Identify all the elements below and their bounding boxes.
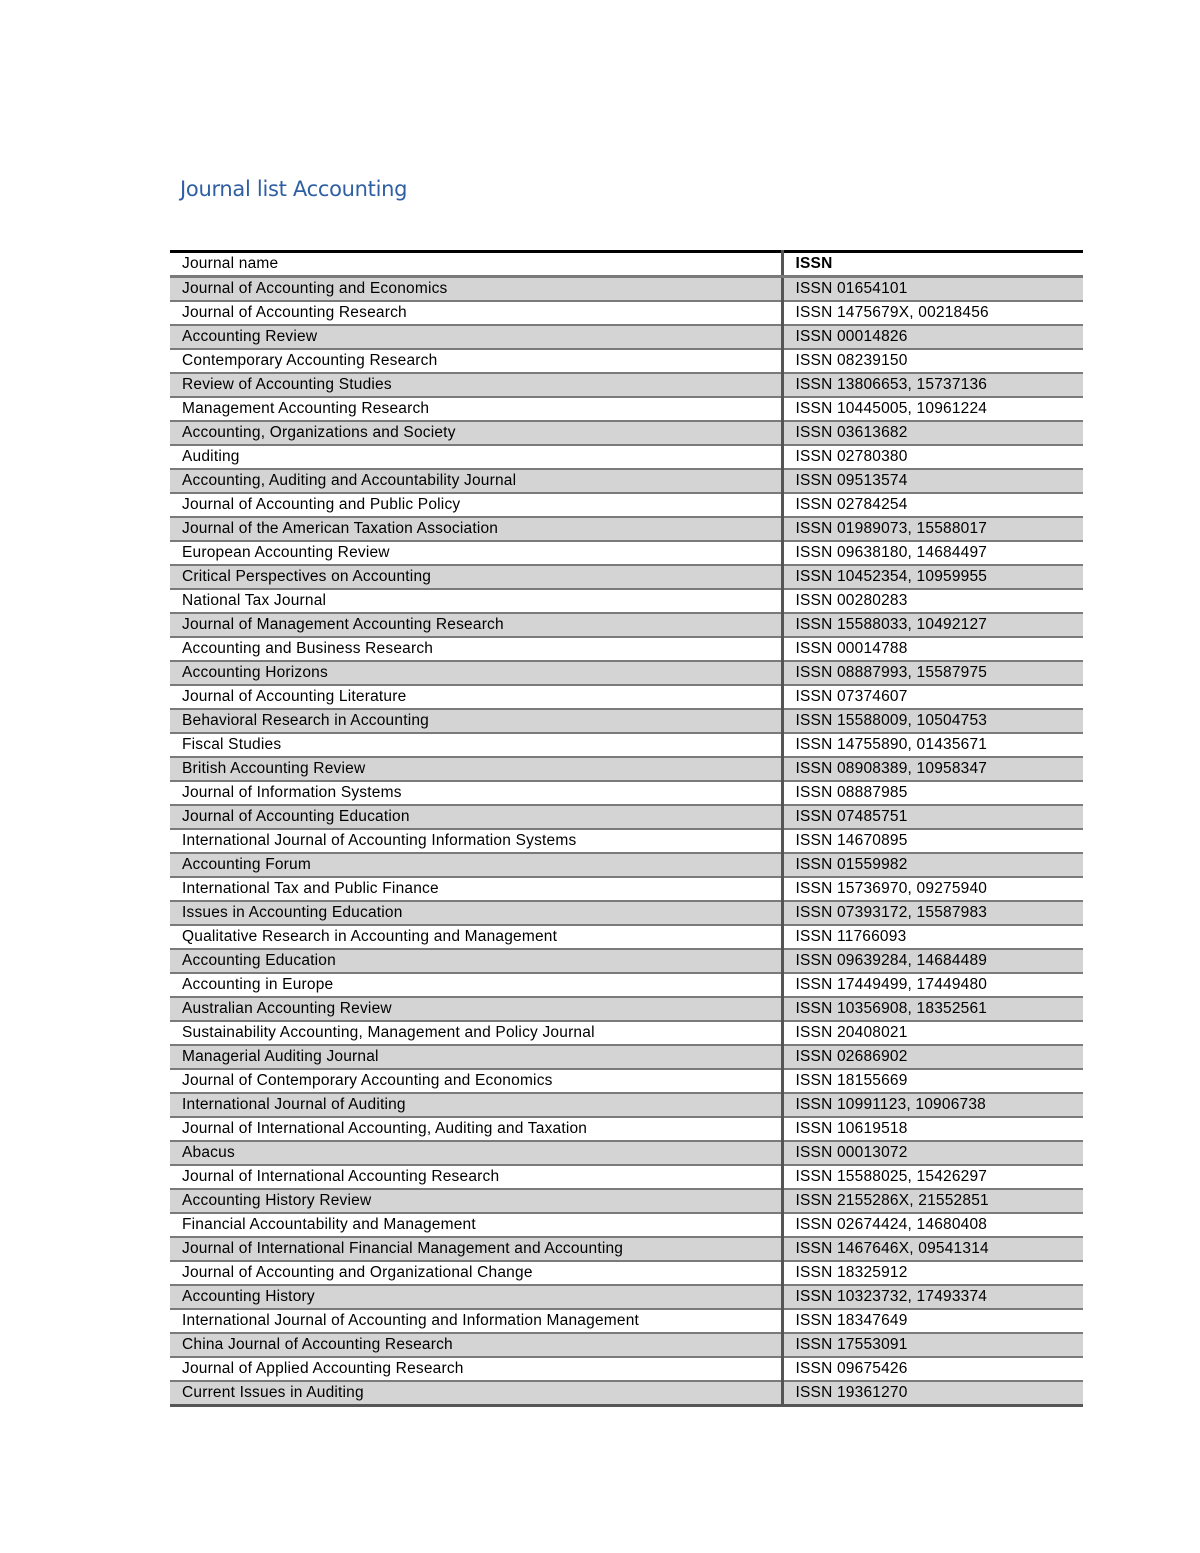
issn-cell: ISSN 03613682 [782, 421, 1083, 445]
table-row [170, 1357, 1083, 1381]
issn-cell: ISSN 1467646X, 09541314 [782, 1237, 1083, 1261]
issn-cell: ISSN 15736970, 09275940 [782, 877, 1083, 901]
journal-name-cell: International Tax and Public Finance [170, 877, 782, 901]
issn-cell: ISSN 00014788 [782, 637, 1083, 661]
issn-cell: ISSN 08887993, 15587975 [782, 661, 1083, 685]
table-row [170, 349, 1083, 373]
issn-cell: ISSN 02686902 [782, 1045, 1083, 1069]
table-row [170, 1285, 1083, 1309]
issn-cell: ISSN 01559982 [782, 853, 1083, 877]
table-row [170, 949, 1083, 973]
table-row [170, 709, 1083, 733]
journal-name-cell: Journal of Accounting Research [170, 301, 782, 325]
journal-name-cell: Issues in Accounting Education [170, 901, 782, 925]
table-row [170, 757, 1083, 781]
journal-name-cell: Journal of International Accounting, Auditing and Taxation [170, 1117, 782, 1141]
journal-name-cell: Journal of Accounting and Public Policy [170, 493, 782, 517]
journal-name-cell: Journal of Accounting Education [170, 805, 782, 829]
table-row [170, 613, 1083, 637]
table-row [170, 589, 1083, 613]
table-row [170, 829, 1083, 853]
issn-cell: ISSN 08239150 [782, 349, 1083, 373]
table-header [170, 252, 1083, 277]
table-row [170, 1237, 1083, 1261]
page-title: Journal list Accounting [180, 177, 408, 201]
issn-cell: ISSN 1475679X, 00218456 [782, 301, 1083, 325]
table-row [170, 397, 1083, 421]
issn-cell: ISSN 10323732, 17493374 [782, 1285, 1083, 1309]
issn-cell: ISSN 17449499, 17449480 [782, 973, 1083, 997]
table-row [170, 277, 1083, 302]
issn-cell: ISSN 02780380 [782, 445, 1083, 469]
journal-name-cell: Journal of Accounting and Economics [170, 277, 782, 302]
table-row [170, 1189, 1083, 1213]
table-row [170, 1309, 1083, 1333]
issn-cell: ISSN 01654101 [782, 277, 1083, 302]
journal-name-cell: International Journal of Accounting and Information Management [170, 1309, 782, 1333]
table-row [170, 1021, 1083, 1045]
journal-name-cell: Journal of Accounting and Organizational Change [170, 1261, 782, 1285]
issn-cell: ISSN 07485751 [782, 805, 1083, 829]
table-row [170, 805, 1083, 829]
table-row [170, 1261, 1083, 1285]
journal-name-cell: Review of Accounting Studies [170, 373, 782, 397]
journal-name-cell: Accounting, Auditing and Accountability Journal [170, 469, 782, 493]
table-row [170, 1381, 1083, 1406]
issn-cell: ISSN 18155669 [782, 1069, 1083, 1093]
journal-name-cell: Australian Accounting Review [170, 997, 782, 1021]
journal-name-cell: Journal of Accounting Literature [170, 685, 782, 709]
table-row [170, 469, 1083, 493]
issn-cell: ISSN 09638180, 14684497 [782, 541, 1083, 565]
issn-cell: ISSN 00013072 [782, 1141, 1083, 1165]
issn-cell: ISSN 10356908, 18352561 [782, 997, 1083, 1021]
table-row [170, 325, 1083, 349]
table-row [170, 925, 1083, 949]
issn-cell: ISSN 14670895 [782, 829, 1083, 853]
table-row [170, 973, 1083, 997]
table-row [170, 517, 1083, 541]
issn-cell: ISSN 18325912 [782, 1261, 1083, 1285]
journal-name-cell: Accounting, Organizations and Society [170, 421, 782, 445]
journal-name-cell: Journal of Management Accounting Research [170, 613, 782, 637]
issn-cell: ISSN 09639284, 14684489 [782, 949, 1083, 973]
issn-cell: ISSN 01989073, 15588017 [782, 517, 1083, 541]
journal-name-cell: China Journal of Accounting Research [170, 1333, 782, 1357]
journal-name-cell: Journal of International Financial Management and Accounting [170, 1237, 782, 1261]
issn-cell: ISSN 08887985 [782, 781, 1083, 805]
issn-cell: ISSN 2155286X, 21552851 [782, 1189, 1083, 1213]
journal-name-cell: Accounting Horizons [170, 661, 782, 685]
table-row [170, 1117, 1083, 1141]
table-row [170, 901, 1083, 925]
issn-cell: ISSN 18347649 [782, 1309, 1083, 1333]
journal-name-cell: Accounting and Business Research [170, 637, 782, 661]
journal-name-cell: Behavioral Research in Accounting [170, 709, 782, 733]
journal-name-cell: European Accounting Review [170, 541, 782, 565]
table-row [170, 445, 1083, 469]
issn-cell: ISSN 15588009, 10504753 [782, 709, 1083, 733]
journal-name-cell: Financial Accountability and Management [170, 1213, 782, 1237]
journal-name-cell: Accounting Review [170, 325, 782, 349]
table-row [170, 373, 1083, 397]
journal-name-cell: Accounting in Europe [170, 973, 782, 997]
journal-name-cell: Managerial Auditing Journal [170, 1045, 782, 1069]
journal-name-cell: Critical Perspectives on Accounting [170, 565, 782, 589]
journal-name-cell: Journal of Information Systems [170, 781, 782, 805]
issn-cell: ISSN 10619518 [782, 1117, 1083, 1141]
journal-name-cell: Qualitative Research in Accounting and Management [170, 925, 782, 949]
journal-name-cell: Journal of the American Taxation Association [170, 517, 782, 541]
table-row [170, 1069, 1083, 1093]
table-row [170, 781, 1083, 805]
column-header-journal-name: Journal name [170, 252, 782, 277]
issn-cell: ISSN 07393172, 15587983 [782, 901, 1083, 925]
issn-cell: ISSN 00014826 [782, 325, 1083, 349]
issn-cell: ISSN 15588033, 10492127 [782, 613, 1083, 637]
table-row [170, 1165, 1083, 1189]
journal-name-cell: Accounting Education [170, 949, 782, 973]
table-row [170, 1141, 1083, 1165]
journal-name-cell: International Journal of Auditing [170, 1093, 782, 1117]
journal-name-cell: British Accounting Review [170, 757, 782, 781]
table-row [170, 493, 1083, 517]
journal-name-cell: Abacus [170, 1141, 782, 1165]
issn-cell: ISSN 10445005, 10961224 [782, 397, 1083, 421]
issn-cell: ISSN 14755890, 01435671 [782, 733, 1083, 757]
column-header-issn: ISSN [782, 252, 1083, 277]
journal-name-cell: Accounting History Review [170, 1189, 782, 1213]
issn-cell: ISSN 09513574 [782, 469, 1083, 493]
journal-name-cell: International Journal of Accounting Information Systems [170, 829, 782, 853]
table-body [170, 277, 1083, 1406]
journal-name-cell: Management Accounting Research [170, 397, 782, 421]
table-row [170, 853, 1083, 877]
journal-name-cell: Sustainability Accounting, Management and Policy Journal [170, 1021, 782, 1045]
journal-name-cell: Accounting History [170, 1285, 782, 1309]
table-row [170, 1333, 1083, 1357]
table-row [170, 565, 1083, 589]
table-row [170, 637, 1083, 661]
table-row [170, 877, 1083, 901]
table-row [170, 733, 1083, 757]
table-row [170, 1045, 1083, 1069]
header-row [170, 252, 1083, 277]
table-row [170, 1093, 1083, 1117]
table-row [170, 997, 1083, 1021]
journal-name-cell: Accounting Forum [170, 853, 782, 877]
journal-name-cell: Journal of Contemporary Accounting and Economics [170, 1069, 782, 1093]
journal-name-cell: Auditing [170, 445, 782, 469]
journal-name-cell: Fiscal Studies [170, 733, 782, 757]
issn-cell: ISSN 11766093 [782, 925, 1083, 949]
issn-cell: ISSN 02784254 [782, 493, 1083, 517]
table-row [170, 421, 1083, 445]
journal-name-cell: Journal of International Accounting Research [170, 1165, 782, 1189]
issn-cell: ISSN 07374607 [782, 685, 1083, 709]
table-row [170, 661, 1083, 685]
issn-cell: ISSN 02674424, 14680408 [782, 1213, 1083, 1237]
journal-name-cell: National Tax Journal [170, 589, 782, 613]
journal-name-cell: Journal of Applied Accounting Research [170, 1357, 782, 1381]
journal-table [170, 250, 1083, 1407]
issn-cell: ISSN 13806653, 15737136 [782, 373, 1083, 397]
issn-cell: ISSN 20408021 [782, 1021, 1083, 1045]
issn-cell: ISSN 19361270 [782, 1381, 1083, 1406]
journal-name-cell: Current Issues in Auditing [170, 1381, 782, 1406]
table-row [170, 541, 1083, 565]
issn-cell: ISSN 09675426 [782, 1357, 1083, 1381]
issn-cell: ISSN 00280283 [782, 589, 1083, 613]
issn-cell: ISSN 15588025, 15426297 [782, 1165, 1083, 1189]
issn-cell: ISSN 10991123, 10906738 [782, 1093, 1083, 1117]
issn-cell: ISSN 10452354, 10959955 [782, 565, 1083, 589]
issn-cell: ISSN 17553091 [782, 1333, 1083, 1357]
issn-cell: ISSN 08908389, 10958347 [782, 757, 1083, 781]
table-row [170, 685, 1083, 709]
journal-name-cell: Contemporary Accounting Research [170, 349, 782, 373]
table-row [170, 1213, 1083, 1237]
table-row [170, 301, 1083, 325]
